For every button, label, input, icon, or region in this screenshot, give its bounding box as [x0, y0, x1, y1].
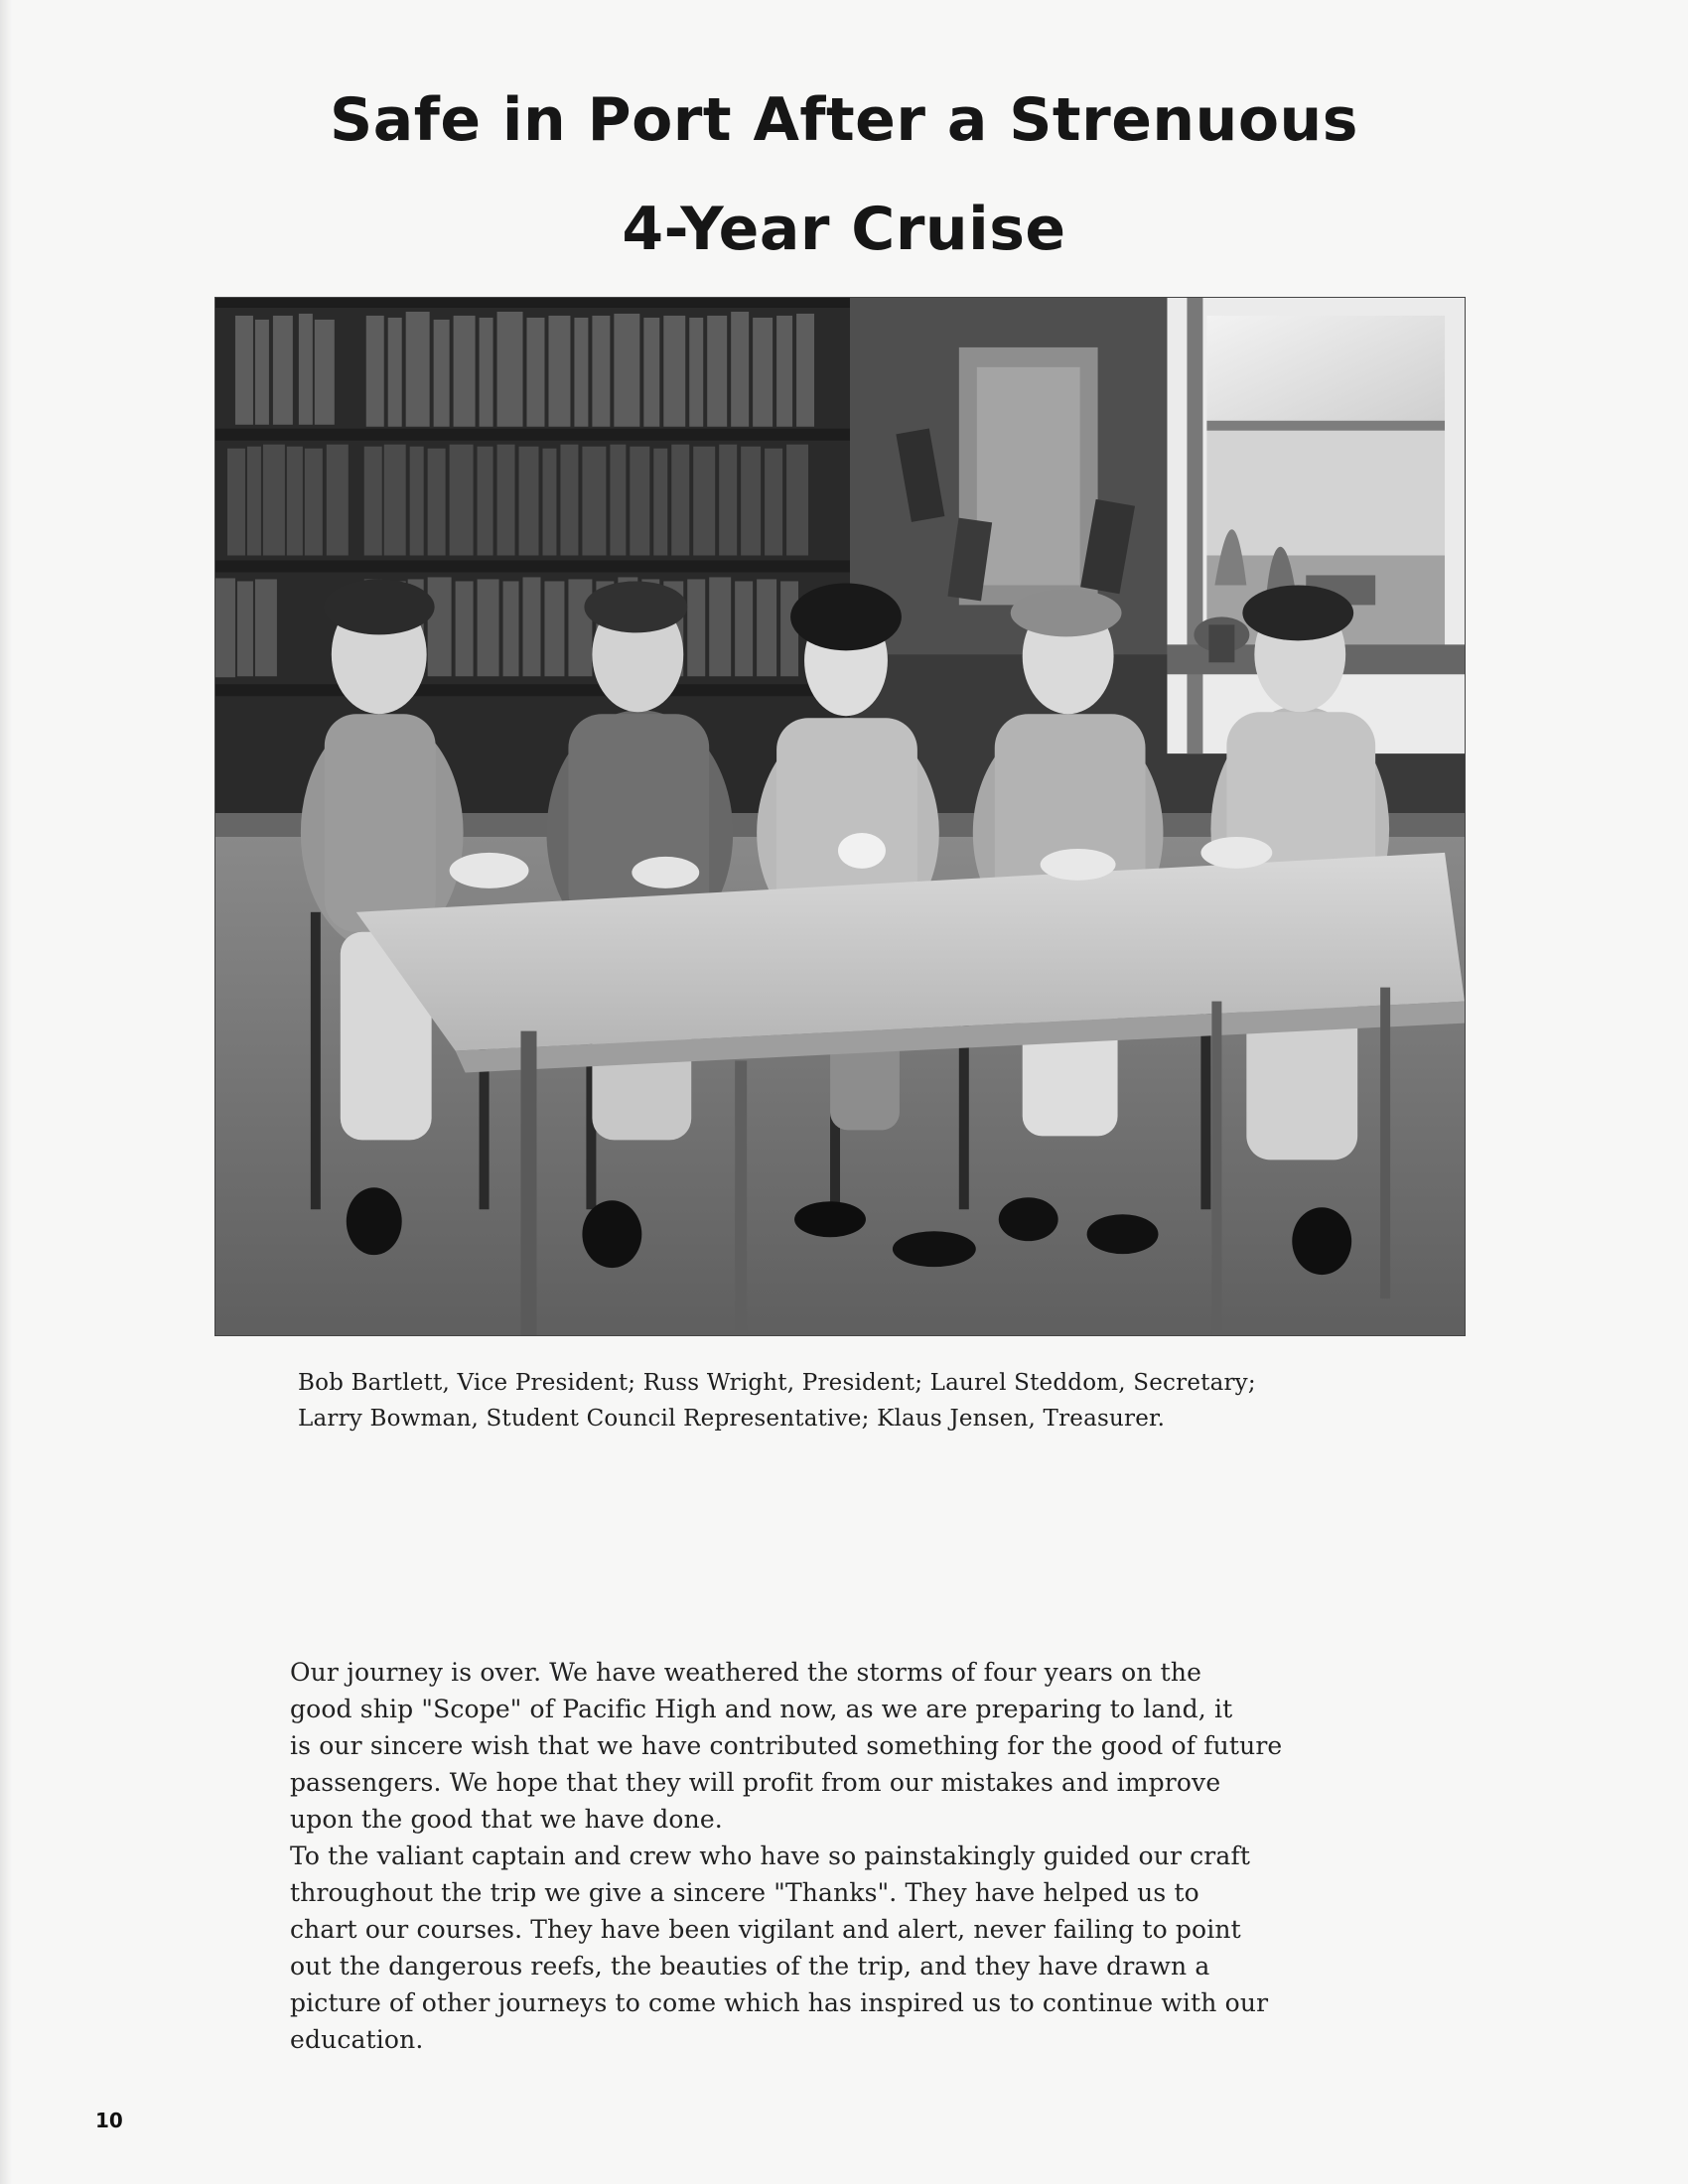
body-line-2: good ship "Scope" of Pacific High and now, as we are preparing to land, it	[290, 1695, 1233, 1723]
body-line-4: passengers. We hope that they will profit from our mistakes and improve	[290, 1768, 1221, 1797]
title-line-2: 4-Year Cruise	[622, 195, 1066, 264]
body-line-9: out the dangerous reefs, the beauties of the trip, and they have drawn a	[290, 1952, 1210, 1980]
body-line-3: is our sincere wish that we have contributed something for the good of future	[290, 1731, 1283, 1760]
body-line-6: To the valiant captain and crew who have so painstakingly guided our craft	[290, 1842, 1251, 1870]
group-photo-illustration	[215, 298, 1465, 1335]
body-line-1: Our journey is over. We have weathered the storms of four years on the	[290, 1658, 1202, 1687]
group-photo	[214, 297, 1466, 1336]
body-line-8: chart our courses. They have been vigilant and alert, never failing to point	[290, 1915, 1241, 1944]
body-line-11: education.	[290, 2025, 424, 2054]
body-line-7: throughout the trip we give a sincere "Thanks". They have helped us to	[290, 1878, 1199, 1907]
photo-caption	[298, 1365, 1410, 1436]
page-title	[0, 66, 1688, 284]
caption-line-1: Bob Bartlett, Vice President; Russ Wright, President; Laurel Steddom, Secretary;	[298, 1370, 1256, 1396]
caption-line-2: Larry Bowman, Student Council Representative; Klaus Jensen, Treasurer.	[298, 1406, 1166, 1432]
body-text	[290, 1654, 1422, 2058]
body-line-5: upon the good that we have done.	[290, 1805, 723, 1834]
body-line-10: picture of other journeys to come which has inspired us to continue with our	[290, 1988, 1269, 2017]
title-line-1: Safe in Port After a Strenuous	[330, 85, 1358, 155]
page-edge-shadow	[0, 0, 12, 2184]
page-number: 10	[95, 2109, 123, 2132]
